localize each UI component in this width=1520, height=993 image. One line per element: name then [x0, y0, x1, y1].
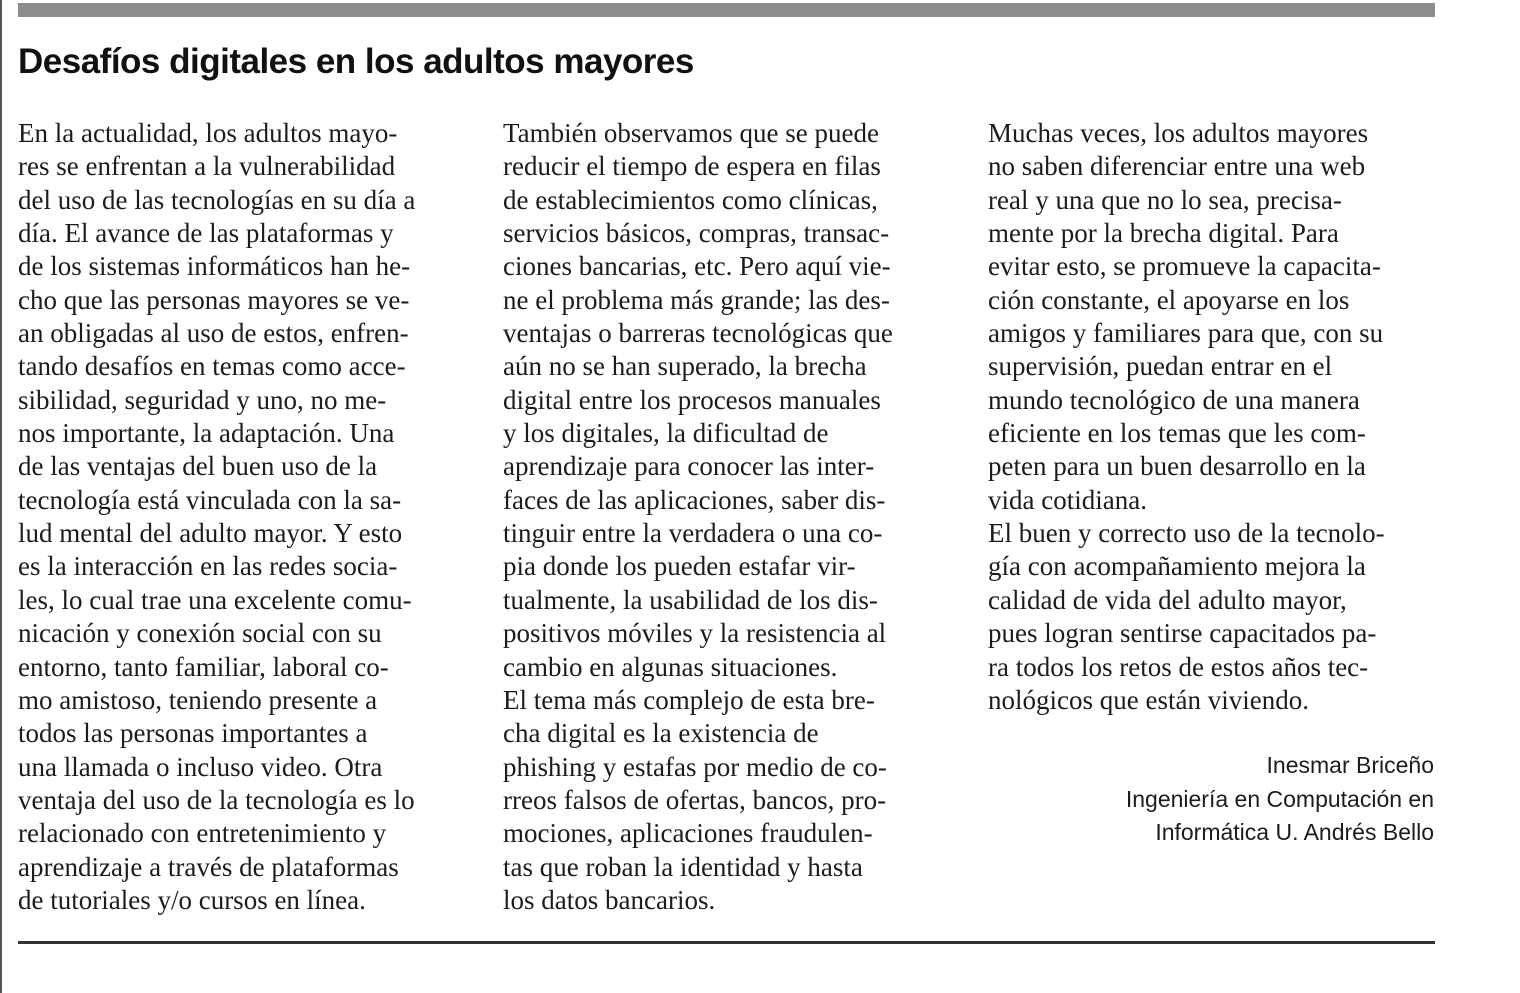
- article-text-line: cha digital es la existencia de: [503, 718, 819, 749]
- article-text-line: les, lo cual trae una excelente comu-: [18, 584, 412, 615]
- article-text-line: calidad de vida del adulto mayor,: [988, 584, 1347, 615]
- article-text-line: mente por la brecha digital. Para: [988, 218, 1339, 249]
- article-text-line: es la interacción en las redes socia-: [18, 551, 398, 582]
- article-text-line: phishing y estafas por medio de co-: [503, 751, 887, 782]
- article-text-line: entorno, tanto familiar, laboral co-: [18, 651, 389, 682]
- article-text-line: real y una que no lo sea, precisa-: [988, 184, 1342, 215]
- article-text-line: mo amistoso, teniendo presente a: [18, 684, 378, 715]
- article-text-line: no saben diferenciar entre una web: [988, 151, 1366, 182]
- article-text-line: de tutoriales y/o cursos en línea.: [18, 884, 366, 915]
- article-text-line: gía con acompañamiento mejora la: [988, 551, 1366, 582]
- article-text-line: Muchas veces, los adultos mayores: [988, 118, 1369, 148]
- article-text-line: de los sistemas informáticos han he-: [18, 251, 411, 282]
- article-text-line: día. El avance de las plataformas y: [18, 218, 394, 249]
- article-text-line: faces de las aplicaciones, saber dis-: [503, 484, 886, 515]
- article-text-line: En la actualidad, los adultos mayo-: [18, 118, 398, 148]
- article-text-line: de establecimientos como clínicas,: [503, 184, 878, 215]
- article-text-line: eficiente en los temas que les com-: [988, 418, 1366, 449]
- article-text-line: tualmente, la usabilidad de los dis-: [503, 584, 878, 615]
- top-divider: [18, 3, 1435, 17]
- article-text-line: El tema más complejo de esta bre-: [503, 684, 875, 715]
- article-text-line: tando desafíos en temas como acce-: [18, 351, 406, 382]
- article-text-line: servicios básicos, compras, transac-: [503, 218, 890, 249]
- article-text-line: tas que roban la identidad y hasta: [503, 851, 863, 882]
- author-affiliation-line-1: Ingeniería en Computación en: [1125, 785, 1434, 812]
- bottom-divider: [18, 941, 1435, 944]
- article-text-line: del uso de las tecnologías en su día a: [18, 184, 416, 215]
- article-text-line: todos las personas importantes a: [18, 718, 368, 749]
- article-text-line: nos importante, la adaptación. Una: [18, 418, 395, 449]
- article-text-line: y los digitales, la dificultad de: [503, 418, 829, 449]
- article-column-2: [503, 117, 963, 917]
- author-name: Inesmar Briceño: [1266, 752, 1434, 778]
- article-text-line: tecnología está vinculada con la sa-: [18, 484, 402, 515]
- article-text-line: tinguir entre la verdadera o una co-: [503, 518, 883, 549]
- article-text-line: También observamos que se puede: [503, 118, 879, 148]
- author-signature: [1126, 749, 1434, 850]
- article-text-line: El buen y correcto uso de la tecnolo-: [988, 518, 1385, 549]
- article-text-line: peten para un buen desarrollo en la: [988, 451, 1366, 482]
- author-affiliation-line-2: Informática U. Andrés Bello: [1155, 819, 1434, 845]
- article-text-line: vida cotidiana.: [988, 484, 1147, 515]
- article-text-line: ventaja del uso de la tecnología es lo: [18, 784, 415, 815]
- article-column-1: [18, 117, 478, 917]
- article-text-line: an obligadas al uso de estos, enfren-: [18, 318, 409, 349]
- article-text-line: ne el problema más grande; las des-: [503, 284, 890, 315]
- article-text-line: ción constante, el apoyarse en los: [988, 284, 1350, 315]
- article-text-line: cambio en algunas situaciones.: [503, 651, 838, 682]
- article-text-line: res se enfrentan a la vulnerabilidad: [18, 151, 396, 182]
- article-text-line: digital entre los procesos manuales: [503, 384, 881, 415]
- article-text-line: una llamada o incluso video. Otra: [18, 751, 383, 782]
- article-text-line: ciones bancarias, etc. Pero aquí vie-: [503, 251, 891, 282]
- article-text-line: pia donde los pueden estafar vir-: [503, 551, 856, 582]
- article-text-line: ra todos los retos de estos años tec-: [988, 651, 1369, 682]
- article-text-line: relacionado con entretenimiento y: [18, 818, 387, 849]
- article-text-line: ventajas o barreras tecnológicas que: [503, 318, 893, 349]
- article-text-line: los datos bancarios.: [503, 884, 716, 915]
- article-text-line: aprendizaje a través de plataformas: [18, 851, 399, 882]
- article-text-line: lud mental del adulto mayor. Y esto: [18, 518, 403, 549]
- article-text-line: aún no se han superado, la brecha: [503, 351, 867, 382]
- article-text-line: de las ventajas del buen uso de la: [18, 451, 378, 482]
- article-text-line: nicación y conexión social con su: [18, 618, 382, 649]
- article-text-line: aprendizaje para conocer las inter-: [503, 451, 875, 482]
- article-text-line: amigos y familiares para que, con su: [988, 318, 1384, 349]
- article-text-line: supervisión, puedan entrar en el: [988, 351, 1333, 382]
- article-text-line: reducir el tiempo de espera en filas: [503, 151, 881, 182]
- article-text-line: rreos falsos de ofertas, bancos, pro-: [503, 784, 887, 815]
- article-text-line: positivos móviles y la resistencia al: [503, 618, 887, 649]
- article-text-line: nológicos que están viviendo.: [988, 684, 1309, 715]
- article-column-3: [988, 117, 1438, 717]
- article-text-line: evitar esto, se promueve la capacita-: [988, 251, 1381, 282]
- article-text-line: mundo tecnológico de una manera: [988, 384, 1360, 415]
- article-text-line: mociones, aplicaciones fraudulen-: [503, 818, 873, 849]
- article-text-line: cho que las personas mayores se ve-: [18, 284, 410, 315]
- article-text-line: sibilidad, seguridad y uno, no me-: [18, 384, 387, 415]
- article-title: Desafíos digitales en los adultos mayores: [18, 42, 694, 81]
- page-left-border: [0, 0, 2, 993]
- article-text-line: pues logran sentirse capacitados pa-: [988, 618, 1377, 649]
